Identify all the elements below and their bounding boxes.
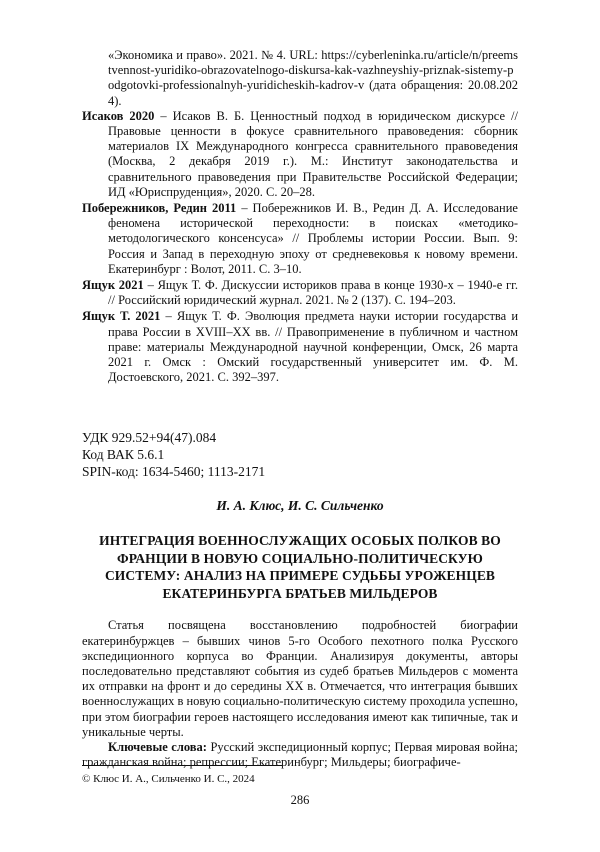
reference-text: – Ящук Т. Ф. Дискуссии историков права в конце 1930-х – 1940-е гг. // Российский юридический журнал. 2021. № 2 (137). С. 194–203. <box>108 278 518 308</box>
reference-author: Исаков 2020 <box>82 108 155 123</box>
article-title: ИНТЕГРАЦИЯ ВОЕННОСЛУЖАЩИХ ОСОБЫХ ПОЛКОВ ВО ФРАНЦИИ В НОВУЮ СОЦИАЛЬНО-ПОЛИТИЧЕСКУЮ СИСТЕМУ: АНАЛИЗ НА ПРИМЕРЕ СУДЬБЫ УРОЖЕНЦЕВ ЕКАТЕРИНБУРГА БРАТЬЕВ МИЛЬДЕРОВ <box>99 533 501 601</box>
reference-author: Побережников, Редин 2011 <box>82 201 237 216</box>
article-authors: И. А. Клюс, И. С. Сильченко <box>216 498 384 514</box>
footnote-divider <box>82 765 282 766</box>
reference-author: Ящук 2021 <box>82 278 144 293</box>
copyright-footnote: © Клюс И. А., Сильченко И. С., 2024 <box>82 773 255 785</box>
reference-yashchuk-2 <box>82 309 518 385</box>
reference-yashchuk-1 <box>82 278 518 308</box>
reference-text: – Исаков В. Б. Ценностный подход в юридическом дискурсе // Правовые ценности в фокусе сравнительного правоведения: сборник материалов IX Международного конгресса сравнительного правоведения (Москва, 2 декабря 2019 г.). М.: Институт законодательства и сравнительного правоведения при Правительстве Российской Федерации; ИД «Юриспруденция», 2020. С. 20–28. <box>108 108 519 199</box>
reference-text: – Побережников И. В., Редин Д. А. Исследование феномена исторической переходности: в поисках «методико-методологического консенсуса» // Проблемы истории России. Вып. 9: Россия и Запад в переходную эпоху от средневековья к новому времени. Екатеринбург : Волот, 2011. С. 3–10. <box>108 201 518 276</box>
keywords-label: Ключевые слова: <box>108 740 207 755</box>
page-body <box>82 48 518 771</box>
spin-code: SPIN-код: 1634-5460; 1113-2171 <box>82 464 266 480</box>
udk-code: УДК 929.52+94(47).084 <box>82 430 217 446</box>
article-abstract: Статья посвящена восстановлению подробностей биографии екатеринбуржцев – бывших чинов 5-го Особого пехотного полка Русского экспедиционного корпуса во Франции. Анализируя документы, авторы последовательно представляют события из судеб братьев Мильдеров с момента их отправки на фронт и до середины XX в. Отмечается, что интеграция бывших военнослужащих в новую социально-политическую систему проходила успешно, при этом биографии героев настоящего исследования имеют как типичные, так и уникальные черты. <box>82 618 518 739</box>
vak-code: Код ВАК 5.6.1 <box>82 447 165 463</box>
reference-text: – Ящук Т. Ф. Эволюция предмета науки истории государства и права России в XVIII–XX вв. // Правоприменение в публичном и частном праве: материалы Международной научной конференции, Омск, 26 марта 2021 г. Омск : Омский государственный университет им. Ф. М. Достоевского, 2021. С. 392–397. <box>108 309 519 385</box>
reference-author: Ящук Т. 2021 <box>82 309 161 324</box>
page-number: 286 <box>290 793 310 807</box>
keywords-text: Русский экспедиционный корпус; Первая мировая война; гражданская война; репрессии; Екатеринбург; Мильдеры; биографиче- <box>82 740 518 770</box>
classification-block <box>82 429 518 480</box>
reference-poberezhnikov <box>82 201 518 277</box>
reference-continuation: «Экономика и право». 2021. № 4. URL: https://cyberleninka.ru/article/n/preemstvennost-yuridiko-obrazovatelnogo-diskursa-kak-vazhneyshiy-priznak-sistemy-podgotovki-professionalnyh-yuridicheskih-kadrov-v (дата обращения: 20.08.2024). <box>108 48 518 108</box>
reference-isakov <box>82 109 518 200</box>
